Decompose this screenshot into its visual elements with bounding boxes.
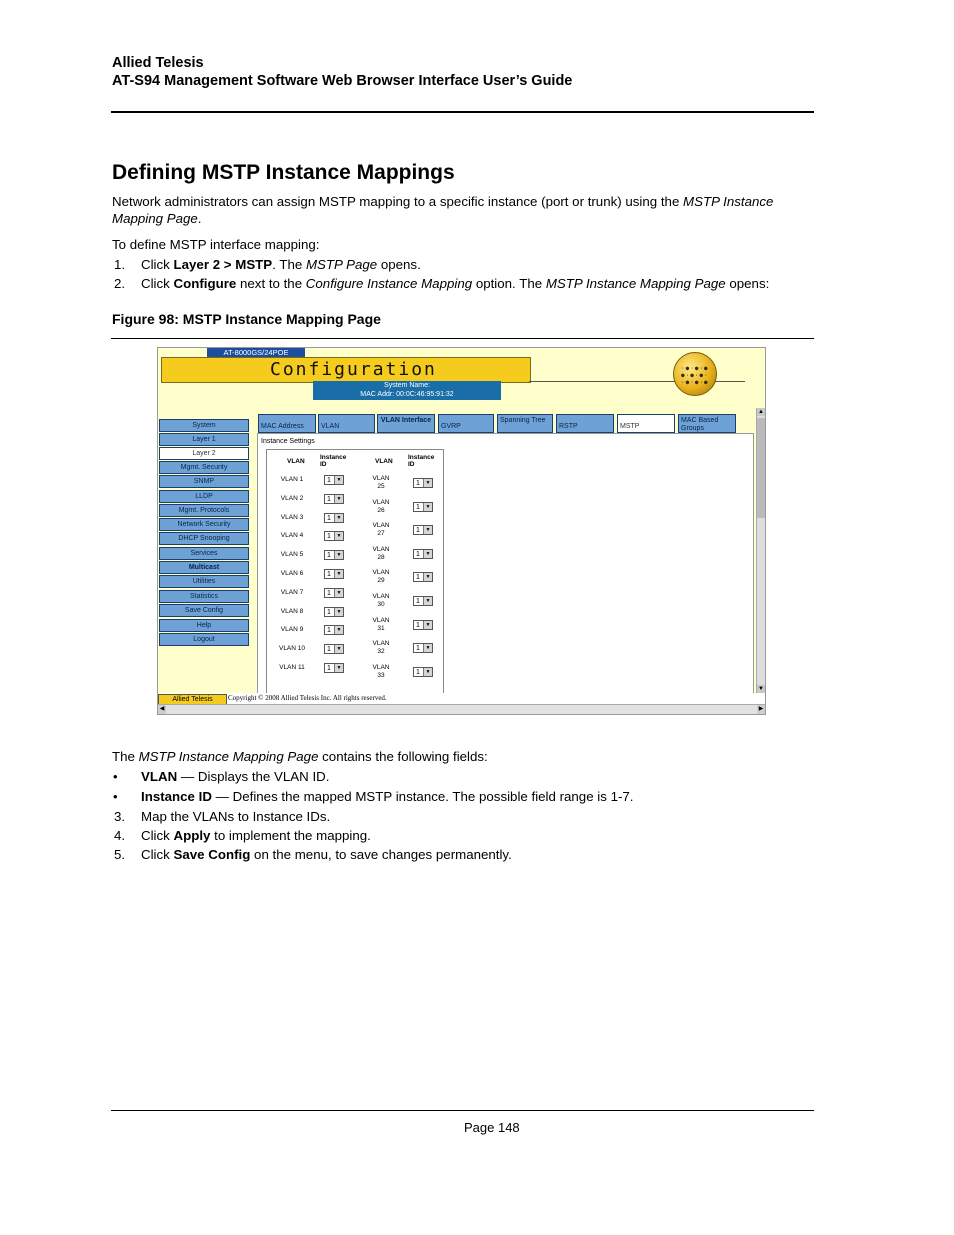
col-header-vlan: VLAN — [375, 458, 393, 465]
vlan-label: VLAN 28 — [372, 545, 390, 561]
footer-rule — [111, 1110, 814, 1111]
vlan-label: VLAN 2 — [280, 494, 304, 502]
instance-id-select[interactable] — [324, 569, 344, 579]
chevron-down-icon[interactable]: ▼ — [334, 608, 343, 616]
instance-id-value: 1 — [327, 665, 331, 672]
menu-item-lldp[interactable]: LLDP — [159, 490, 249, 503]
configuration-title: Configuration — [270, 359, 437, 380]
instance-id-select[interactable] — [324, 494, 344, 504]
model-label: AT-8000GS/24POE — [207, 348, 305, 357]
step-text-part: Click — [141, 257, 174, 272]
instance-id-select[interactable] — [413, 643, 433, 653]
fields-intro-page-name: MSTP Instance Mapping Page — [138, 749, 319, 764]
mstp-instance-mapping-screenshot — [157, 347, 766, 715]
step-text — [141, 847, 821, 862]
step-text — [141, 276, 821, 291]
tab-vlan[interactable] — [318, 414, 375, 433]
menu-item-dhcp-snooping[interactable]: DHCP Snooping — [159, 532, 249, 545]
vlan-label: VLAN 11 — [279, 664, 305, 671]
instance-id-select[interactable] — [324, 475, 344, 485]
vlan-label: VLAN 25 — [372, 475, 390, 490]
chevron-down-icon[interactable]: ▼ — [334, 570, 343, 578]
chevron-down-icon[interactable]: ▼ — [423, 668, 432, 676]
tab-label: MSTP — [620, 423, 640, 430]
step-text-part: next to the — [236, 276, 306, 291]
step-bold: Save Config — [173, 847, 251, 862]
vlan-label: VLAN 32 — [372, 640, 390, 656]
instance-id-select[interactable] — [324, 588, 344, 598]
chevron-down-icon[interactable]: ▼ — [423, 644, 432, 652]
instance-id-value: 1 — [327, 495, 331, 503]
instance-id-select[interactable] — [324, 513, 344, 523]
scroll-left-icon[interactable]: ◀ — [159, 706, 165, 712]
chevron-down-icon[interactable]: ▼ — [334, 514, 343, 522]
tab-gvrp[interactable] — [438, 414, 494, 433]
instance-id-select[interactable] — [324, 663, 344, 673]
chevron-down-icon[interactable]: ▼ — [423, 573, 432, 581]
intro-paragraph — [112, 193, 817, 227]
figure-rule — [111, 338, 814, 339]
menu-item-layer-1[interactable]: Layer 1 — [159, 433, 249, 446]
vlan-label: VLAN 8 — [280, 607, 304, 615]
instance-id-select[interactable] — [413, 572, 433, 582]
horizontal-scrollbar[interactable] — [158, 704, 765, 714]
col-header-vlan: VLAN — [287, 458, 305, 465]
allied-telesis-logo: Allied Telesis — [158, 694, 227, 705]
vlan-label: VLAN 4 — [280, 532, 304, 540]
copyright-text: Copyright © 2008 Allied Telesis Inc. All rights reserved. — [228, 694, 387, 702]
configuration-banner — [161, 357, 531, 383]
scroll-right-icon[interactable]: ▶ — [758, 706, 764, 712]
instance-id-value: 1 — [327, 571, 331, 578]
instance-id-select[interactable] — [413, 667, 433, 677]
instance-settings-label: Instance Settings — [261, 438, 315, 445]
chevron-down-icon[interactable]: ▼ — [423, 479, 432, 487]
step-text-part: . The — [272, 257, 306, 272]
instance-id-select[interactable] — [413, 620, 433, 630]
step-text-part: option. The — [472, 276, 546, 291]
step-text-part: to implement the mapping. — [210, 828, 371, 843]
tab-label: Spanning Tree — [500, 417, 546, 424]
chevron-down-icon[interactable]: ▼ — [334, 532, 343, 540]
menu-item-logout[interactable]: Logout — [159, 633, 249, 646]
tab-mac-address[interactable] — [258, 414, 316, 433]
tab-label: MAC Based Groups — [681, 417, 719, 432]
menu-item-layer-2[interactable]: Layer 2 — [159, 447, 249, 460]
step-text-part: Click — [141, 276, 174, 291]
system-info-box — [313, 381, 501, 400]
vlan-label: VLAN 27 — [372, 522, 390, 538]
tab-label: VLAN Interface — [380, 417, 432, 424]
step-bold: Configure — [173, 276, 237, 291]
step-number: 3. — [114, 809, 126, 824]
chevron-down-icon[interactable]: ▼ — [334, 495, 343, 503]
instance-id-select[interactable] — [324, 607, 344, 617]
menu-item-snmp[interactable]: SNMP — [159, 475, 249, 488]
tab-mstp[interactable] — [617, 414, 675, 433]
instance-id-value: 1 — [416, 527, 420, 535]
instance-id-value: 1 — [327, 608, 331, 616]
vertical-scrollbar[interactable] — [756, 408, 765, 693]
step-text — [141, 828, 821, 843]
step-text-part: on the menu, to save changes permanently. — [250, 847, 512, 862]
step-em: MSTP Page — [305, 257, 378, 272]
instance-id-select[interactable] — [324, 625, 344, 635]
field-instance-id-desc — [141, 789, 821, 804]
vlan-label: VLAN 5 — [280, 551, 304, 559]
intro-text: Network administrators can assign MSTP mapping to a specific instance (port or trunk) using the — [112, 194, 684, 209]
instance-id-select[interactable] — [413, 502, 433, 512]
bullet-icon: • — [113, 769, 118, 784]
screenshot-footer — [158, 693, 765, 704]
tab-label: VLAN — [321, 423, 340, 430]
figure-caption: Figure 98: MSTP Instance Mapping Page — [112, 311, 381, 327]
field-desc: — Displays the VLAN ID. — [177, 769, 330, 784]
menu-item-help[interactable]: Help — [159, 619, 249, 632]
header-company: Allied Telesis — [112, 55, 204, 71]
chevron-down-icon[interactable]: ▼ — [423, 621, 432, 629]
instance-id-select[interactable] — [324, 550, 344, 560]
step-number: 2. — [114, 276, 126, 291]
header-guide-title: AT-S94 Management Software Web Browser Interface User’s Guide — [112, 73, 573, 89]
menu-item-system[interactable]: System — [159, 419, 249, 432]
vlan-label: VLAN 33 — [372, 663, 390, 679]
system-name-label: System Name: — [384, 382, 430, 389]
instance-settings-panel — [257, 433, 754, 695]
chevron-down-icon[interactable]: ▼ — [334, 551, 343, 559]
menu-item-mgmt-security[interactable]: Mgmt. Security — [159, 461, 249, 474]
vlan-label: VLAN 29 — [372, 569, 390, 585]
fields-intro-text: The — [112, 749, 139, 764]
section-title: Defining MSTP Instance Mappings — [112, 161, 455, 184]
instance-id-value: 1 — [416, 621, 420, 629]
mac-address-label: MAC Addr: 00:0C:46:95:91:32 — [360, 391, 454, 398]
tab-mac-based-groups[interactable] — [678, 414, 736, 433]
menu-item-utilities[interactable]: Utilities — [159, 575, 249, 588]
field-vlan-desc — [141, 769, 821, 784]
instance-id-value: 1 — [327, 589, 331, 597]
col-header-instance-id: Instance ID — [320, 454, 347, 468]
step-text — [141, 809, 821, 824]
step-text-part: opens: — [725, 276, 770, 291]
step-text-part: opens. — [377, 257, 421, 272]
chevron-down-icon[interactable]: ▼ — [423, 503, 432, 511]
intro-page-name: MSTP Instance Mapping Page — [112, 194, 774, 226]
fields-intro-end: contains the following fields: — [318, 749, 488, 764]
instance-id-select[interactable] — [413, 549, 433, 559]
chevron-down-icon[interactable]: ▼ — [423, 597, 432, 605]
step-number: 1. — [114, 257, 126, 272]
instance-id-value: 1 — [416, 598, 420, 605]
instance-id-value: 1 — [416, 503, 420, 511]
vlan-label: VLAN 9 — [280, 626, 304, 634]
to-define-text: To define MSTP interface mapping: — [112, 237, 320, 252]
scrollbar-thumb[interactable] — [757, 418, 765, 518]
vlan-label: VLAN 10 — [278, 645, 306, 653]
step-bold: Apply — [173, 828, 211, 843]
page-number: Page 148 — [464, 1120, 520, 1135]
tab-spanning-tree[interactable] — [497, 414, 553, 433]
globe-logo-icon: ·●·●·● ●·●·●· ·●·●·● — [673, 352, 717, 396]
vlan-label: VLAN 7 — [280, 588, 304, 596]
instance-id-value: 1 — [327, 477, 331, 484]
instance-id-select[interactable] — [413, 596, 433, 606]
chevron-down-icon[interactable]: ▼ — [423, 526, 432, 534]
instance-id-value: 1 — [416, 550, 420, 558]
instance-id-value: 1 — [327, 552, 331, 560]
chevron-down-icon[interactable]: ▼ — [334, 589, 343, 597]
step-text-part: Click — [141, 828, 174, 843]
menu-item-multicast[interactable]: Multicast — [159, 561, 249, 574]
step-em: MSTP Instance Mapping Page — [545, 276, 726, 291]
vlan-label: VLAN 31 — [372, 616, 390, 632]
step-em: Configure Instance Mapping — [305, 276, 473, 291]
intro-end: . — [197, 211, 202, 226]
step-text — [141, 257, 821, 272]
instance-id-value: 1 — [416, 645, 420, 653]
tab-label: MAC Address — [261, 423, 304, 430]
bullet-icon: • — [113, 789, 118, 804]
field-term: VLAN — [141, 769, 178, 784]
menu-item-statistics[interactable]: Statistics — [159, 590, 249, 603]
fields-intro — [112, 748, 817, 765]
field-desc: — Defines the mapped MSTP instance. The possible field range is 1-7. — [211, 789, 634, 804]
menu-item-save-config[interactable]: Save Config — [159, 604, 249, 617]
tab-label: RSTP — [559, 423, 578, 430]
chevron-down-icon[interactable]: ▼ — [334, 645, 343, 653]
instance-id-value: 1 — [416, 480, 420, 487]
col-header-instance-id: Instance ID — [408, 454, 435, 468]
tab-label: GVRP — [441, 423, 461, 430]
header-rule — [111, 111, 814, 113]
chevron-down-icon[interactable]: ▼ — [334, 476, 343, 484]
field-term: Instance ID — [141, 789, 212, 804]
vlan-label: VLAN 26 — [372, 498, 390, 514]
instance-mapping-table — [266, 449, 444, 695]
menu-item-network-security[interactable]: Network Security — [159, 518, 249, 531]
instance-id-value: 1 — [327, 514, 331, 522]
menu-item-mgmt-protocols[interactable]: Mgmt. Protocols — [159, 504, 249, 517]
chevron-down-icon[interactable]: ▼ — [334, 626, 343, 634]
menu-item-services[interactable]: Services — [159, 547, 249, 560]
instance-id-value: 1 — [327, 627, 331, 635]
tab-rstp[interactable] — [556, 414, 614, 433]
instance-id-value: 1 — [327, 533, 331, 541]
instance-id-select[interactable] — [324, 531, 344, 541]
chevron-down-icon[interactable]: ▼ — [423, 550, 432, 558]
step-text-part: Map the VLANs to Instance IDs. — [141, 809, 331, 824]
scroll-down-icon[interactable]: ▼ — [758, 686, 764, 692]
instance-id-select[interactable] — [413, 478, 433, 488]
instance-id-value: 1 — [327, 646, 331, 654]
step-bold: Layer 2 > MSTP — [173, 257, 273, 272]
step-number: 5. — [114, 847, 126, 862]
chevron-down-icon[interactable]: ▼ — [334, 664, 343, 672]
step-number: 4. — [114, 828, 126, 843]
instance-id-select[interactable] — [324, 644, 344, 654]
instance-id-value: 1 — [416, 668, 420, 676]
vlan-label: VLAN 3 — [280, 513, 304, 521]
vlan-label: VLAN 6 — [280, 570, 304, 577]
tab-vlan-interface[interactable] — [377, 414, 435, 433]
vlan-label: VLAN 30 — [372, 593, 390, 608]
instance-id-select[interactable] — [413, 525, 433, 535]
scroll-up-icon[interactable]: ▲ — [758, 409, 764, 415]
step-text-part: Click — [141, 847, 174, 862]
vlan-label: VLAN 1 — [280, 476, 304, 483]
instance-id-value: 1 — [416, 574, 420, 582]
